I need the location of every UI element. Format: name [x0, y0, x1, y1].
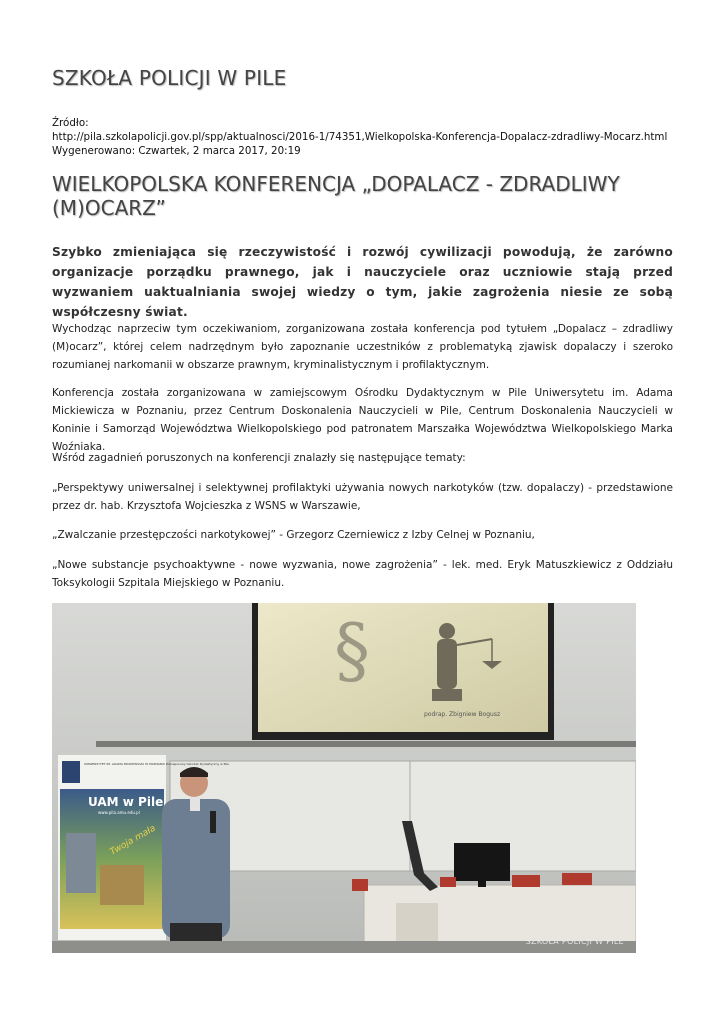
building-image-2 — [100, 865, 144, 905]
slide-credit: podrap. Zbigniew Bogusz — [424, 711, 501, 718]
paragraph: Konferencja została zorganizowana w zamiejscowym Ośrodku Dydaktycznym w Pile Uniwersytetu im. Adama Mickiewicza w Poznaniu, przez Centrum Doskonalenia Nauczycieli w Pile, Centrum Doskonalenia Nauczycieli w Koninie i Samorząd Województwa Wielkopolskiego pod patronatem Marszałka Województwa Wielkopolskiego Marka Woźniaka. — [52, 387, 673, 453]
paragraph: Wśród zagadnień poruszonych na konferencji znalazły się następujące tematy: — [52, 452, 466, 464]
source-url[interactable]: http://pila.szkolapolicji.gov.pl/spp/aktualnosci/2016-1/74351,Wielkopolska-Konferencja-Dopalacz-zdradliwy-Mocarz.html — [52, 131, 668, 143]
photo-watermark: SZKOŁA POLICJI W PILE — [525, 937, 624, 946]
source-block — [52, 116, 692, 158]
source-label: Źródło: — [52, 117, 89, 129]
chair — [440, 877, 456, 887]
banner-text: UNIWERSYTET IM. ADAMA MICKIEWICZA W POZNANIU Zamiejscowy Ośrodek Dydaktyczny w Pile — [84, 762, 229, 766]
chair — [352, 879, 368, 891]
article-lead: Szybko zmieniająca się rzeczywistość i rozwój cywilizacji powodują, że zarówno organizacje porządku prawnego, jak i nauczyciele oraz uczniowie stają przed wyzwaniem uaktualniania swojej wiedzy o tym, jakie zagrożenia niesie ze sobą współczesny świat. — [52, 245, 673, 319]
whiteboard — [170, 761, 636, 871]
paragraph-symbol: § — [334, 608, 370, 692]
building-image — [66, 833, 96, 893]
uam-logo — [62, 761, 80, 783]
banner-url: www.pila.amu.edu.pl — [98, 810, 140, 815]
generated-date: Wygenerowano: Czwartek, 2 marca 2017, 20:19 — [52, 145, 301, 157]
site-title: SZKOŁA POLICJI W PILE — [52, 66, 287, 90]
monitor-stand — [478, 881, 486, 887]
banner-slogan: Twoja mała — [108, 823, 158, 858]
chair — [562, 873, 592, 885]
board-rail — [96, 741, 636, 747]
topic-item: „Zwalczanie przestępczości narkotykowej” - Grzegorz Czerniewicz z Izby Celnej w Poznaniu, — [52, 529, 535, 541]
topic-item: „Perspektywy uniwersalnej i selektywnej profilaktyki używania nowych narkotyków (tzw. dopalaczy) - przedstawione przez dr. hab. Krzysztofa Wojcieszka z WSNS w Warszawie, — [52, 482, 673, 512]
banner-title: UAM w Pile — [88, 795, 164, 809]
photo-scene — [52, 603, 636, 953]
chair — [512, 875, 540, 887]
paragraph: Wychodząc naprzeciw tym oczekiwaniom, zorganizowana została konferencja pod tytułem „Dopalacz – zdradliwy (M)ocarz”, której celem nadrzędnym było zapoznanie uczestników z problematyką zjawisk dopalaczy i szeroko rozumianej narkomanii w obszarze prawnym, kryminalistycznym i profilaktycznym. — [52, 323, 673, 371]
topic-item: „Nowe substancje psychoaktywne - nowe wyzwania, nowe zagrożenia” - lek. med. Eryk Matuszkiewicz z Oddziału Toksykologii Szpitala Miejskiego w Poznaniu. — [52, 559, 673, 589]
microphone-icon — [210, 811, 216, 833]
conference-photo — [52, 603, 636, 953]
monitor-icon — [454, 843, 510, 881]
article-title: WIELKOPOLSKA KONFERENCJA „DOPALACZ - ZDRADLIWY (M)OCARZ” — [52, 172, 620, 220]
projection-screen — [258, 603, 548, 732]
